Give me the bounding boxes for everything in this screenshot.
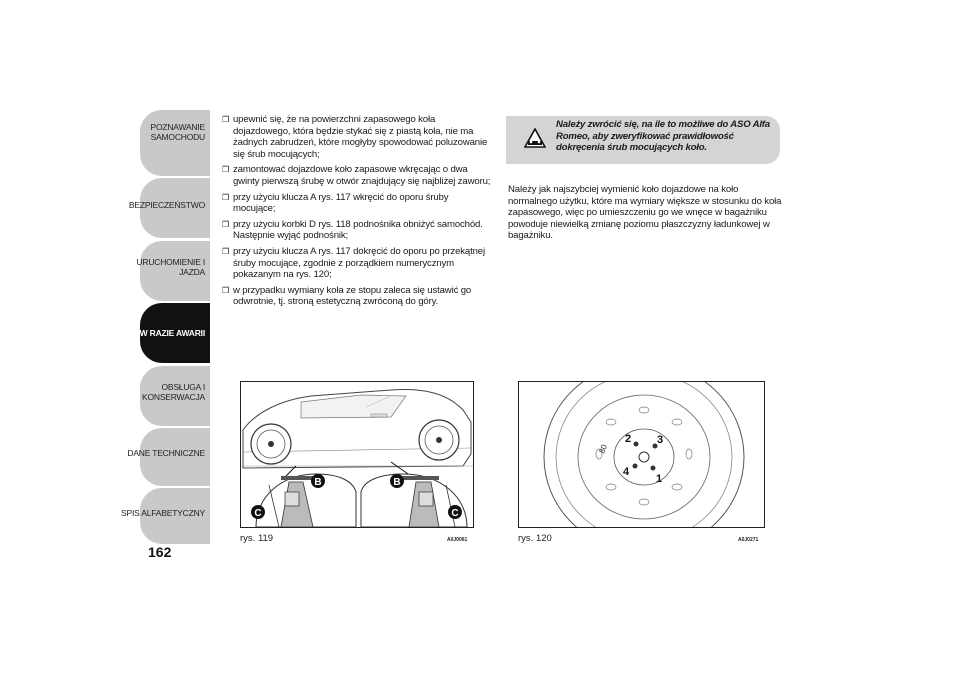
bolt-number-4: 4 (623, 466, 630, 478)
figure-119-code: A0J0061 (447, 537, 468, 543)
bolt-number-3: 3 (657, 434, 664, 446)
label-b-left (311, 474, 325, 488)
svg-text:B: B (393, 477, 401, 488)
tab-obsluga-i-konserwacja[interactable] (140, 366, 210, 426)
tab-poznawanie-samochodu[interactable] (140, 110, 210, 176)
figure-120-code: A0J0271 (738, 537, 759, 543)
rim-label: 80 (597, 443, 609, 455)
tab-label: SAMOCHODU (150, 132, 205, 142)
list-item: ❒ przy użyciu klucza A rys. 117 wkręcić do oporu śruby mocujące; (222, 192, 492, 215)
svg-text:B: B (314, 477, 322, 488)
tab-uruchomienie-i-jazda[interactable] (136, 241, 210, 301)
paragraph: Należy jak najszybciej wymienić koło dojazdowe na koło normalnego użytku, które ma wymiary większe w stosunku do koła zapasowego, więc po umieszczeniu go we wnęce w bagażniku powoduje niewielką zmianę poziomu płaszczyzny ładunkowej w bagażniku. (508, 184, 782, 242)
tab-label: KONSERWACJA (142, 392, 205, 402)
list-item: ❒ zamontować dojazdowe koło zapasowe wkręcając o dwa gwinty pierwszą śrubę w otwór znajdujący się najbliżej zaworu; (222, 164, 492, 187)
label-c-left (251, 505, 265, 519)
tab-dane-techniczne[interactable] (127, 428, 210, 486)
tab-spis-alfabetyczny[interactable] (121, 488, 210, 544)
tab-label: DANE TECHNICZNE (127, 448, 205, 458)
front-wheel (251, 424, 291, 464)
tab-label: JAZDA (179, 267, 205, 277)
car-jack-drawing (241, 382, 473, 527)
figure-120-caption: rys. 120 (518, 533, 552, 544)
list-item: ❒ upewnić się, że na powierzchni zapasowego koła dojazdowego, która będzie stykać się z piastą koła, nie ma żadnych zabrudzeń, które mogłyby spowodować poluzowanie się śrub mocujących; (222, 114, 492, 160)
wheel-bolt-order-drawing (519, 382, 764, 527)
figure-119-jack-illustration (240, 381, 474, 528)
label-c-right (448, 505, 462, 519)
list-item: ❒ przy użyciu korbki D rys. 118 podnośnika obniżyć samochód. Następnie wyjąć podnośnik; (222, 219, 492, 242)
warning-triangle-icon (524, 128, 546, 153)
tab-label: URUCHOMIENIE I (136, 257, 205, 267)
page-number: 162 (148, 544, 172, 560)
svg-text:C: C (254, 508, 262, 519)
bolt-number-1: 1 (656, 473, 663, 485)
warning-box (506, 116, 780, 164)
tab-label: BEZPIECZEŃSTWO (128, 200, 205, 210)
figure-120-wheel-illustration (518, 381, 765, 528)
tab-label: W RAZIE AWARII (139, 328, 205, 338)
figure-119-caption: rys. 119 (240, 533, 274, 544)
list-item: ❒ w przypadku wymiany koła ze stopu zaleca się ustawić go odwrotnie, tj. stroną estetyczną zwróconą do góry. (222, 285, 492, 308)
label-b-right (390, 474, 404, 488)
tab-w-razie-awarii[interactable] (140, 303, 210, 363)
tab-label: OBSŁUGA I (161, 382, 205, 392)
tab-bezpieczenstwo[interactable] (128, 178, 210, 238)
warning-text: Należy zwrócić się, na ile to możliwe do ASO Alfa Romeo, aby zweryfikować prawidłowość dokręcenia śrub mocujących koło. (556, 119, 770, 153)
svg-text:C: C (451, 508, 459, 519)
list-item: ❒ przy użyciu klucza A rys. 117 dokręcić do oporu po przekątnej śruby mocujące, zgodnie z porządkiem numerycznym pokazanym na rys. 120; (222, 246, 492, 281)
bolt-number-2: 2 (625, 433, 632, 445)
rear-wheel (419, 420, 459, 460)
tab-label: SPIS ALFABETYCZNY (121, 508, 205, 518)
steps-list (222, 114, 492, 312)
tab-label: POZNAWANIE (150, 122, 205, 132)
